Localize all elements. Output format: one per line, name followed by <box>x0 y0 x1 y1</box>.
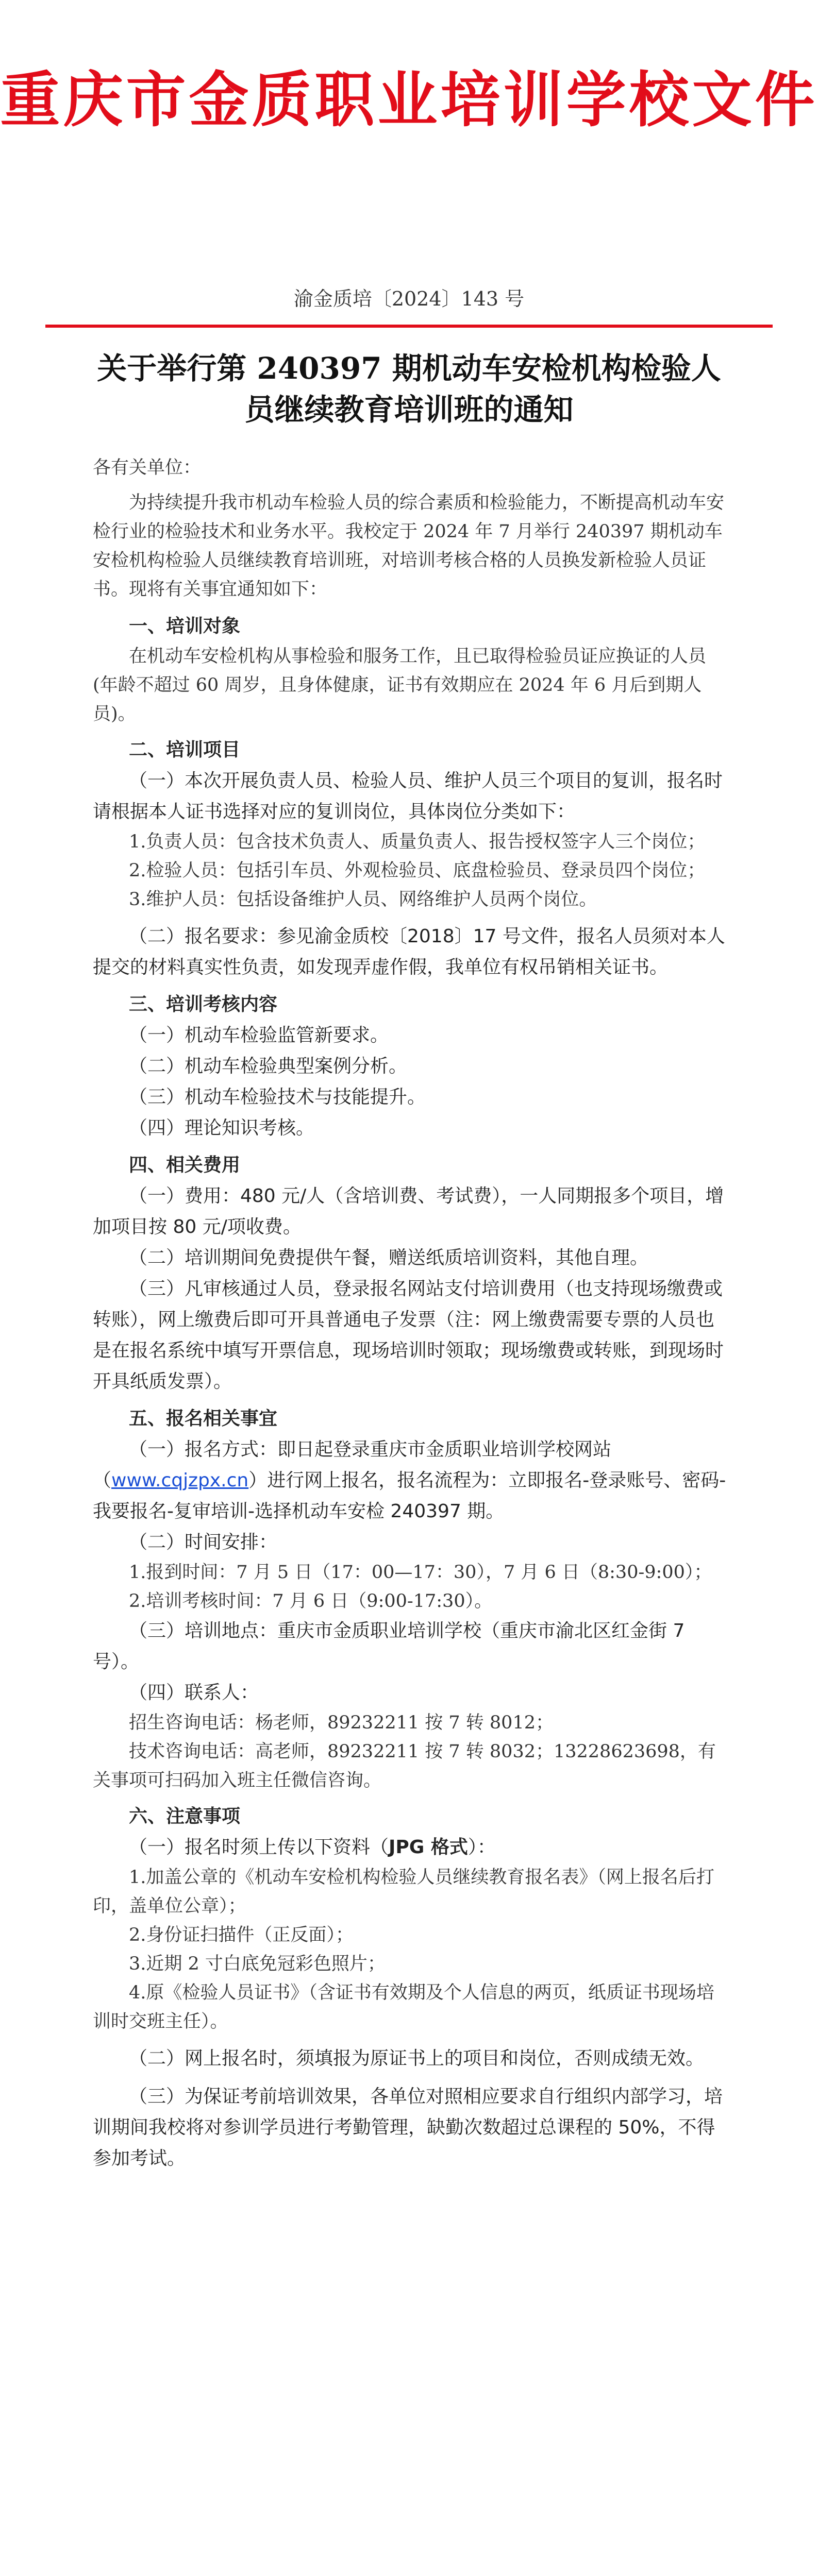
list-item: （三）机动车检验技术与技能提升。 <box>129 1087 426 1108</box>
paragraph: （三）为保证考前培训效果，各单位对照相应要求自行组织内部学习，培训期间我校将对参训学员进行考勤管理，缺勤次数超过总课程的 50%，不得参加考试。 <box>93 2086 723 2169</box>
salutation: 各有关单位： <box>93 457 202 478</box>
section-heading: 二、培训项目 <box>129 739 241 760</box>
section-heading: 四、相关费用 <box>129 1155 241 1176</box>
list-item: 1.负责人员：包含技术负责人、质量负责人、报告授权签字人三个岗位； <box>129 832 706 852</box>
paragraph: （二）培训期间免费提供午餐，赠送纸质培训资料，其他自理。 <box>129 1247 649 1268</box>
list-item: 1.加盖公章的《机动车安检机构检验人员继续教育报名表》（网上报名后打印，盖单位公章）； <box>93 1867 714 1917</box>
text-run: ）： <box>468 1837 496 1858</box>
document-body <box>93 453 727 2174</box>
paragraph: （二）网上报名时，须填报为原证书上的项目和岗位，否则成绩无效。 <box>129 2048 705 2069</box>
section-heading: 一、培训对象 <box>129 616 241 637</box>
list-item: 招生咨询电话：杨老师，89232211 按 7 转 8012； <box>129 1713 554 1733</box>
text-run: ）进行网上报名，报名流程为：立即报名-登录账号、密码-我要报名-复审培训-选择机动车安检 240397 期。 <box>93 1470 726 1522</box>
text-run-bold: JPG 格式 <box>389 1837 468 1858</box>
list-item: 1.报到时间：7 月 5 日（17：00—17：30），7 月 6 日（8:30-9:00）； <box>129 1562 712 1583</box>
list-item: 技术咨询电话：高老师，89232211 按 7 转 8032；13228623698，有关事项可扫码加入班主任微信咨询。 <box>93 1741 716 1791</box>
paragraph: 在机动车安检机构从事检验和服务工作，且已取得检验员证应换证的人员(年龄不超过 60 周岁，且身体健康，证书有效期应在 2024 年 6 月后到期人员)。 <box>93 646 707 724</box>
list-item: （一）机动车检验监管新要求。 <box>129 1025 389 1046</box>
list-item: 4.原《检验人员证书》（含证书有效期及个人信息的两页，纸质证书现场培训时交班主任）。 <box>93 1982 714 2032</box>
list-item: 2.身份证扫描件（正反面）； <box>129 1925 354 1945</box>
document-title: 关于举行第 240397 期机动车安检机构检验人员继续教育培训班的通知 <box>97 351 721 427</box>
text-run: （一）报名时须上传以下资料（ <box>129 1837 389 1858</box>
list-item: 3.近期 2 寸白底免冠彩色照片； <box>129 1954 386 1974</box>
subheading: （四）联系人： <box>129 1682 259 1703</box>
paragraph <box>93 1832 727 1863</box>
section-heading: 三、培训考核内容 <box>129 994 278 1015</box>
school-title: 重庆市金质职业培训学校文件 <box>0 65 818 135</box>
section-heading: 五、报名相关事宜 <box>129 1408 278 1429</box>
section-heading: 六、注意事项 <box>129 1806 241 1827</box>
paragraph: （三）培训地点：重庆市金质职业培训学校（重庆市渝北区红金街 7 号）。 <box>93 1620 685 1672</box>
list-item: 2.培训考核时间：7 月 6 日（9:00-17:30）。 <box>129 1591 493 1612</box>
red-divider <box>45 325 773 328</box>
paragraph: （一）本次开展负责人员、检验人员、维护人员三个项目的复训，报名时请根据本人证书选择对应的复训岗位，具体岗位分类如下： <box>93 770 723 822</box>
list-item: 3.维护人员：包括设备维护人员、网络维护人员两个岗位。 <box>129 889 597 910</box>
list-item: （二）机动车检验典型案例分析。 <box>129 1056 408 1077</box>
paragraph: （一）费用：480 元/人（含培训费、考试费），一人同期报多个项目，增加项目按 80 元/项收费。 <box>93 1185 724 1238</box>
paragraph: （三）凡审核通过人员，登录报名网站支付培训费用（也支持现场缴费或转账），网上缴费后即可开具普通电子发票（注：网上缴费需要专票的人员也是在报名系统中填写开票信息，现场培训时领取；现场缴费或转账，到现场时开具纸质发票）。 <box>93 1278 724 1392</box>
paragraph: （二）报名要求：参见渝金质校〔2018〕17 号文件，报名人员须对本人提交的材料真实性负责，如发现弄虚作假，我单位有权吊销相关证书。 <box>93 926 725 978</box>
intro-paragraph: 为持续提升我市机动车检验人员的综合素质和检验能力，不断提高机动车安检行业的检验技术和业务水平。我校定于 2024 年 7 月举行 240397 期机动车安检机构检验人员继续教育培训班，对培训考核合格的人员换发新检验人员证书。现将有关事宜通知如下： <box>93 493 725 600</box>
document-number: 渝金质培〔2024〕143 号 <box>293 287 525 310</box>
list-item: 2.检验人员：包括引车员、外观检验员、底盘检验员、登录员四个岗位； <box>129 860 706 881</box>
text-run: （一）报名方式：即日起登录重庆市金质职业培训学校网站（ <box>93 1439 612 1491</box>
list-item: （四）理论知识考核。 <box>129 1117 315 1139</box>
paragraph <box>93 1434 727 1527</box>
website-link[interactable]: www.cqjzpx.cn <box>111 1470 249 1491</box>
subheading: （二）时间安排： <box>129 1532 278 1553</box>
